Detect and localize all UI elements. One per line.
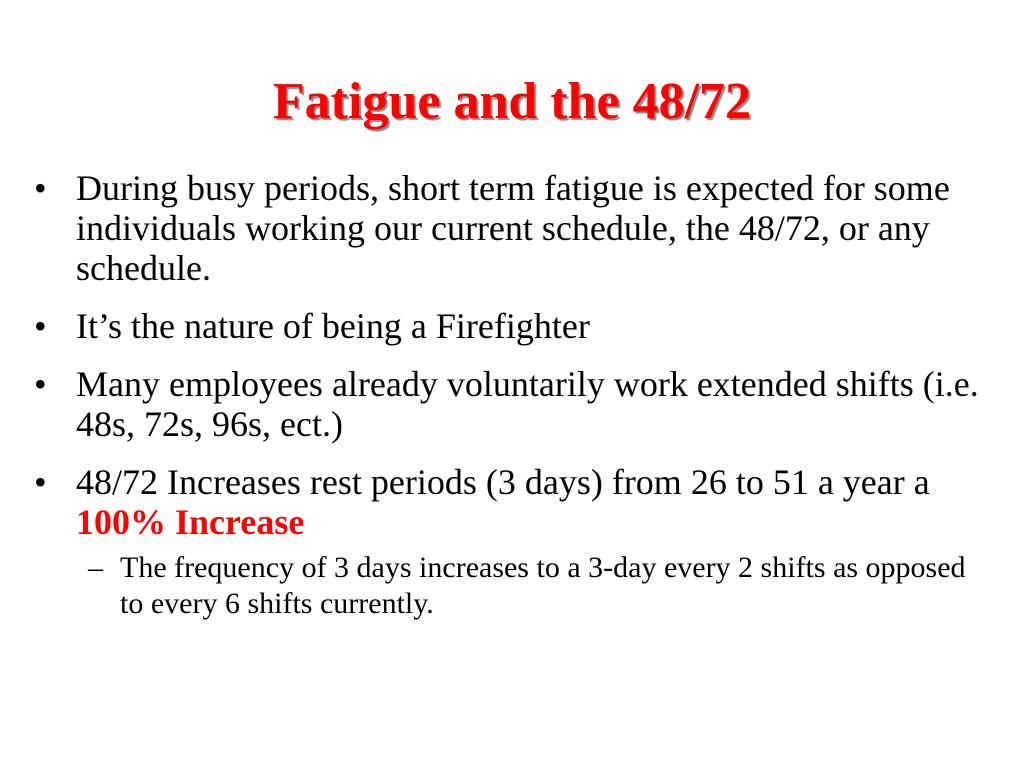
bullet-text: Many employees already voluntarily work extended shifts (i.e. 48s, 72s, 96s, ect.) — [76, 364, 979, 444]
bullet-marker: • — [34, 306, 47, 346]
highlight-text: 100% Increase — [76, 502, 305, 542]
bullet-item — [28, 364, 988, 444]
bullet-marker: • — [34, 168, 47, 208]
bullet-item — [28, 168, 988, 288]
sub-bullet-marker: – — [88, 551, 103, 584]
slide-body — [28, 168, 988, 622]
bullet-marker: • — [34, 462, 47, 502]
bullet-marker: • — [34, 364, 47, 404]
bullet-text: It’s the nature of being a Firefighter — [76, 306, 590, 346]
sub-bullet-item — [28, 550, 988, 622]
bullet-text: During busy periods, short term fatigue is expected for some individuals working our current schedule, the 48/72, or any schedule. — [76, 168, 950, 288]
slide-title: Fatigue and the 48/72 — [272, 73, 752, 130]
bullet-item — [28, 306, 988, 346]
bullet-text: 48/72 Increases rest periods (3 days) from 26 to 51 a year a — [76, 462, 930, 502]
sub-bullet-text: The frequency of 3 days increases to a 3-day every 2 shifts as opposed to every 6 shifts currently. — [120, 551, 966, 620]
bullet-item — [28, 462, 988, 542]
